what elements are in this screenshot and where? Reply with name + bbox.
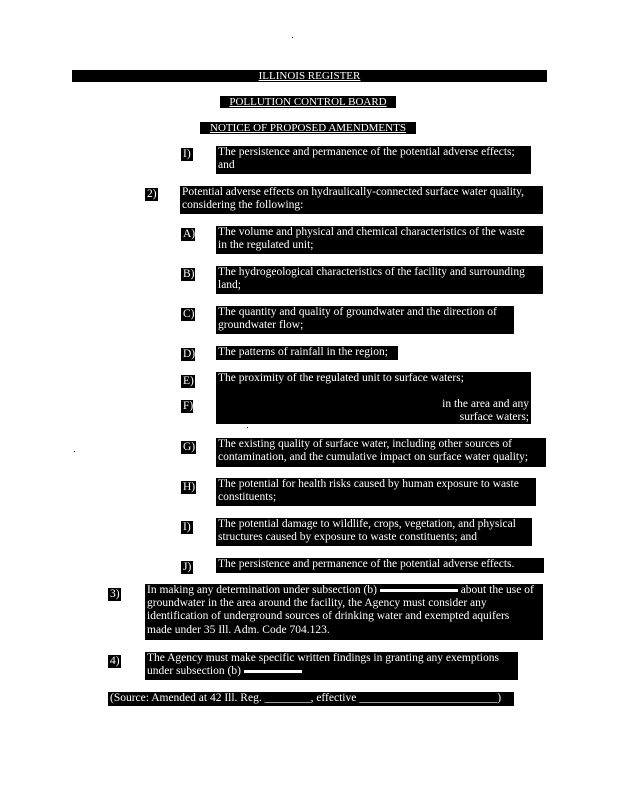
item-marker: G): [183, 441, 196, 453]
source-note: (Source: Amended at 42 Ill. Reg. ________, effective ________________________): [108, 692, 514, 706]
item-text: The potential for health risks caused by human exposure to waste constituents;: [216, 478, 536, 506]
item-marker: I): [181, 521, 193, 534]
item-text: The quantity and quality of groundwater and the direction of groundwater flow;: [216, 306, 514, 334]
item-marker: F): [183, 400, 194, 412]
scan-speck: [292, 37, 293, 38]
item-marker: 2): [147, 188, 157, 200]
item-marker: 4): [110, 655, 120, 667]
notice-title: NOTICE OF PROPOSED AMENDMENTS: [200, 122, 416, 134]
item-marker: A): [183, 228, 196, 240]
item-marker: I): [181, 148, 193, 161]
item-text: The hydrogeological characteristics of the facility and surrounding land;: [216, 266, 543, 294]
item-marker: E): [183, 375, 194, 387]
item-marker: B): [183, 268, 195, 280]
item-text: The persistence and permanence of the potential adverse effects; and: [216, 146, 531, 174]
item-text: The existing quality of surface water, including other sources of contamination, and the cumulative impact on surface water quality;: [216, 438, 546, 467]
item-text: The potential damage to wildlife, crops, vegetation, and physical structures caused by exposure to waste constituents; and: [216, 518, 532, 546]
item-marker: J): [183, 561, 192, 573]
item-text: The persistence and permanence of the potential adverse effects.: [216, 558, 544, 573]
redaction: [380, 589, 458, 592]
item-marker: H): [183, 481, 196, 493]
register-title: ILLINOIS REGISTER: [258, 70, 361, 82]
scan-speck: [247, 427, 248, 428]
board-title: POLLUTION CONTROL BOARD: [220, 96, 396, 108]
scan-speck: [74, 451, 75, 452]
item-marker: D): [183, 348, 196, 360]
item-text: In making any determination under subsection (b) about the use of groundwater in the area around the facility, the Agency must consider any identification of underground sources of drinking water and exempted aquifers made under 35 Ill. Adm. Code 704.123.: [145, 584, 543, 640]
item-marker: C): [183, 308, 195, 320]
item-text: The patterns of rainfall in the region;: [216, 346, 398, 360]
item-text: The volume and physical and chemical characteristics of the waste in the regulated unit;: [216, 226, 543, 254]
item-text: The Agency must make specific written findings in granting any exemptions under subsection (b): [145, 652, 518, 680]
item-text: Potential adverse effects on hydraulically-connected surface water quality, considering the following:: [180, 186, 543, 214]
item-text: The proximity of the regulated unit to surface waters;: [216, 372, 531, 390]
register-header-bar: [72, 70, 547, 82]
item-marker: 3): [110, 588, 120, 600]
item-text: in the area and any surface waters;: [216, 390, 531, 424]
redaction: [244, 670, 302, 673]
